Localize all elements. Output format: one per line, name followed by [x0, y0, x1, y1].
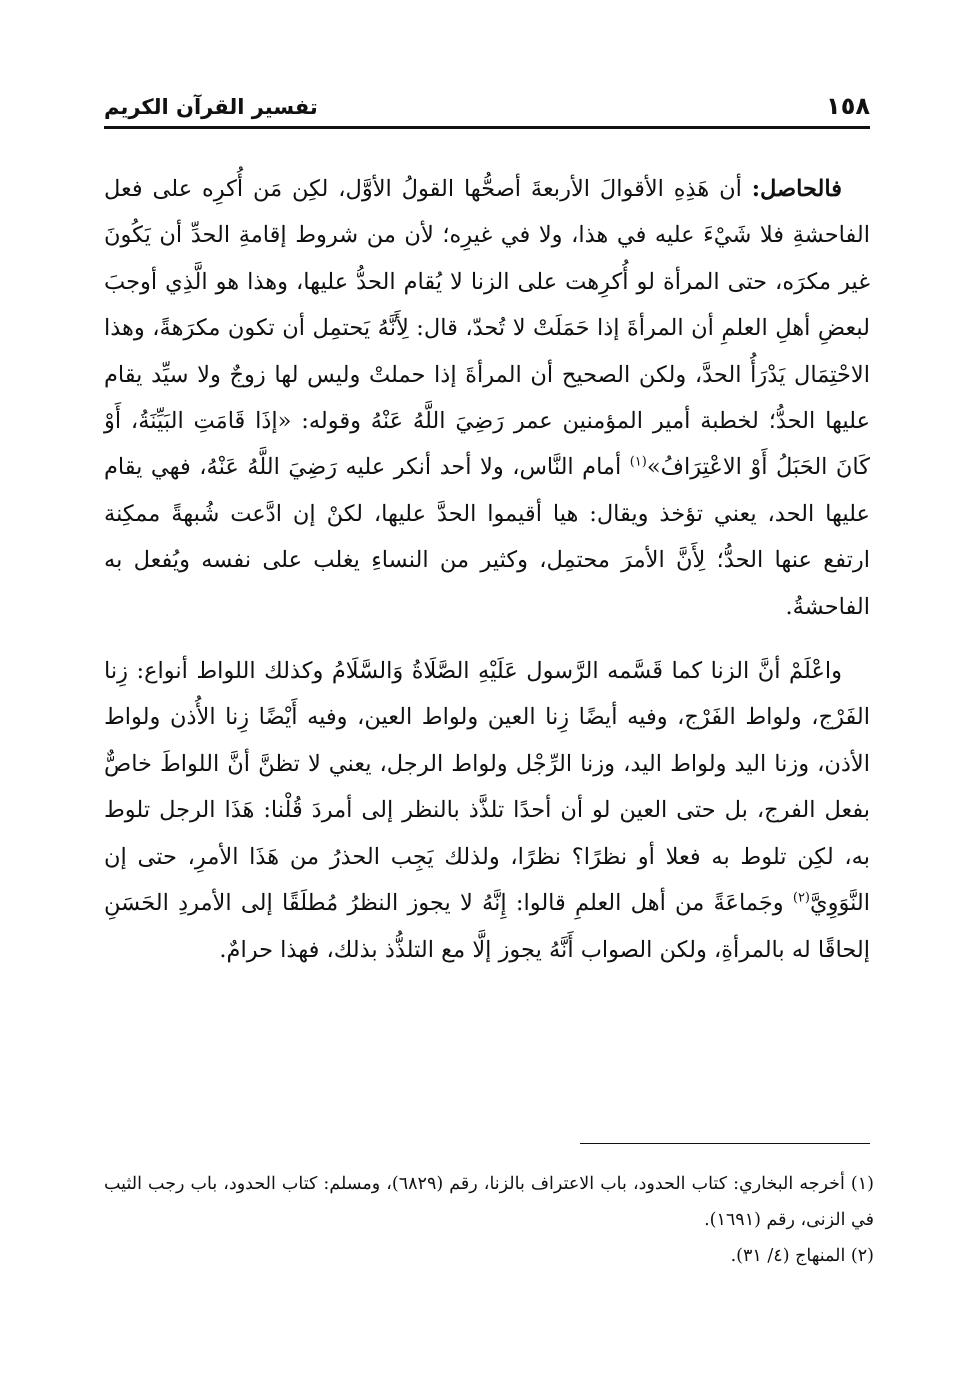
footnote-2: (٢) المنهاج (٤/ ٣١). — [730, 1246, 874, 1266]
paragraph-2-text-b: وجَماعَةً من أهل العلمِ قالوا: إِنَّهُ لا يجوز النظرُ مُطلَقًا إلى الأمردِ الحَسَنِ إلحاقًا له بالمرأةِ، ولكن الصواب أَنَّهُ يجوز إلَّا مع التلذُّذ بذلك، فهذا حرامٌ. — [104, 890, 870, 963]
footnote-separator — [580, 1143, 870, 1144]
page-number: ١٥٨ — [826, 92, 870, 120]
running-title: تفسير القرآن الكريم — [104, 95, 318, 119]
paragraph-1-text-b: أمام النَّاس، ولا أحد أنكر عليه رَضِيَ اللَّهُ عَنْهُ، فهي يقام عليها الحد، يعني تؤخذ ويقال: هيا أقيموا الحدَّ عليها، لكنْ إن ادَّعت شُبهةً ممكِنة ارتفع عنها الحدُّ؛ لِأَنَّ الأمرَ محتمِل، وكثير من النساءِ يغلب على نفسه ويُفعل به الفاحشةُ. — [104, 454, 870, 620]
footnotes — [104, 1166, 874, 1274]
paragraph-1-lead: فالحاصل: — [751, 176, 842, 202]
footnote-ref-1: (١) — [629, 454, 647, 470]
paragraph-2-text-a: واعْلَمْ أنَّ الزنا كما قَسَّمه الرَّسول عَلَيْهِ الصَّلَاةُ وَالسَّلَامُ وكذلك اللواط أنواع: زِنا الفَرْج، ولواط الفَرْج، وفيه أيضًا زِنا العين ولواط العين، وفيه أَيْضًا زِنا الأُذن ولواط الأذن، وزنا اليد ولواط اليد، وزنا الرِّجْل ولواط الرجل، يعني لا تظنَّ أنَّ اللواطَ خاصٌّ بفعل الفرج، بل حتى العين لو أن أحدًا تلذَّذ بالنظر إلى أمردَ قُلْنا: هَذَا الرجل تلوط به، لكِن تلوط به فعلا أو نظرًا؟ نظرًا، ولذلك يَجِب الحذرُ من هَذَا الأمرِ، حتى إن النَّوَوِيَّ — [104, 658, 870, 917]
paragraph-1 — [104, 166, 870, 630]
paragraph-2 — [104, 648, 870, 973]
footnote-1: (١) أخرجه البخاري: كتاب الحدود، باب الاعتراف بالزنا، رقم (٦٨٢٩)، ومسلم: كتاب الحدود، باب رجب الثيب في الزنى، رقم (١٦٩١). — [104, 1174, 874, 1230]
main-text — [104, 166, 870, 973]
page-header — [104, 92, 870, 126]
paragraph-1-text-a: أن هَذِهِ الأقوالَ الأربعةَ أصحُّها القولُ الأوَّل، لكِن مَن أُكرِه على فعل الفاحشةِ فلا شَيْءَ عليه في هذا، ولا في غيرِه؛ لأن من شروط إقامةِ الحدِّ أن يَكُونَ غير مكرَه، حتى المرأة لو أُكرِهت على الزنا لا يُقام الحدُّ عليها، وهذا هو الَّذِي أوجبَ لبعضِ أهلِ العلمِ أن المرأةَ إذا حَمَلَتْ لا تُحدّ، قال: لِأَنَّهُ يَحتمِل أن تكون مكرَهةً، وهذا الاحْتِمَال يَدْرَأُ الحدَّ، ولكن الصحيح أن المرأةَ إذا حملتْ وليس لها زوجٌ ولا سيِّد يقام عليها الحدُّ؛ لخطبة أمير المؤمنين عمر رَضِيَ اللَّهُ عَنْهُ وقوله: «إذَا قَامَتِ البَيِّنَةُ، أَوْ كَانَ الحَبَلُ أَوْ الاعْتِرَافُ» — [104, 176, 870, 481]
header-rule — [104, 126, 870, 129]
footnote-ref-2: (٢) — [792, 890, 810, 906]
